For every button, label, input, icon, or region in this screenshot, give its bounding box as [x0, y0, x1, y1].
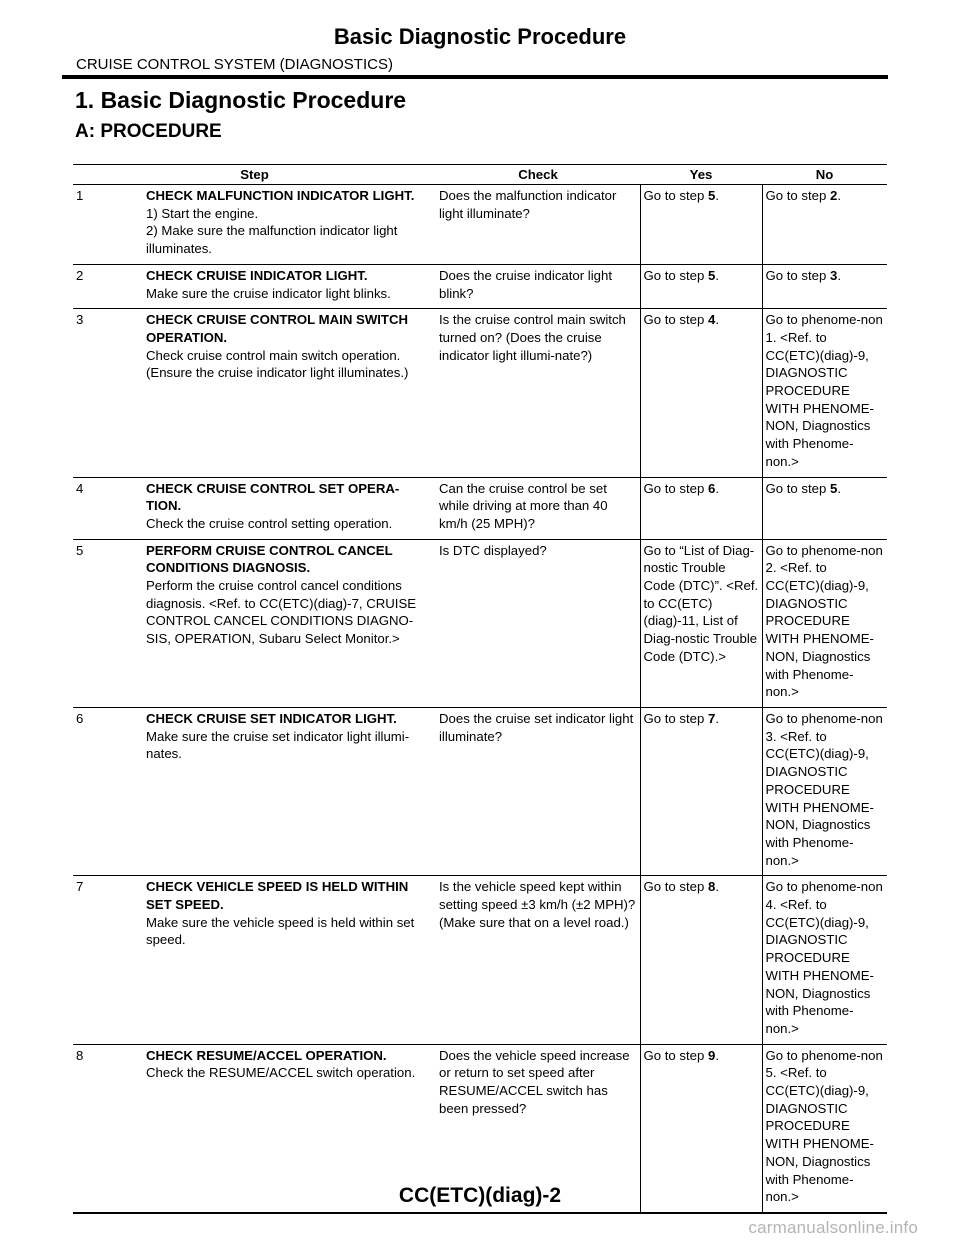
no-cell [762, 707, 887, 875]
no-cell [762, 264, 887, 308]
step-cell [73, 876, 436, 1044]
step-description: Make sure the cruise indicator light blinks. [146, 285, 391, 301]
yes-suffix: . [715, 267, 720, 283]
yes-suffix: . [715, 879, 720, 895]
yes-text: Go to step [643, 267, 709, 283]
no-text: Go to phenome-non 2. <Ref. to CC(ETC)(diag)-9, DIAGNOSTIC PROCEDURE WITH PHENOME-NON, Diagnostics with Phenome-non.> [765, 542, 883, 700]
yes-cell [640, 477, 762, 539]
no-step-ref: 3 [830, 267, 838, 283]
no-text: Go to phenome-non 3. <Ref. to CC(ETC)(diag)-9, DIAGNOSTIC PROCEDURE WITH PHENOME-NON, Diagnostics with Phenome-non.> [765, 710, 883, 868]
step-cell [73, 707, 436, 875]
header-no: No [762, 165, 887, 185]
header-yes: Yes [640, 165, 762, 185]
step-content [146, 311, 433, 382]
step-title: CHECK CRUISE CONTROL SET OPERA-TION. [146, 480, 400, 514]
procedure-table [73, 164, 887, 1214]
step-content [146, 542, 433, 648]
step-description: Perform the cruise control cancel conditions diagnosis. <Ref. to CC(ETC)(diag)-7, CRUISE CONTROL CANCEL CONDITIONS DIAGNO-SIS, OPERATION, Subaru Select Monitor.> [146, 578, 417, 647]
step-number: 7 [76, 879, 84, 895]
page-footer-id: CC(ETC)(diag)-2 [398, 1184, 562, 1207]
step-content [146, 187, 433, 258]
no-suffix: . [837, 480, 842, 496]
yes-step-ref: 6 [708, 480, 716, 496]
step-description: Check the cruise control setting operation. [146, 515, 393, 531]
step-content [146, 267, 433, 302]
yes-cell [640, 707, 762, 875]
step-number: 1 [76, 188, 84, 203]
step-number: 8 [76, 1047, 84, 1063]
step-description: Check the RESUME/ACCEL switch operation. [146, 1065, 416, 1081]
step-title: CHECK VEHICLE SPEED IS HELD WITHIN SET SPEED. [146, 879, 409, 913]
yes-suffix: . [715, 710, 720, 726]
step-number: 6 [76, 710, 84, 726]
step-cell [73, 477, 436, 539]
step-title: CHECK CRUISE SET INDICATOR LIGHT. [146, 710, 397, 726]
check-cell: Is DTC displayed? [436, 539, 640, 707]
yes-suffix: . [715, 480, 720, 496]
step-number: 3 [76, 312, 84, 328]
step-content [146, 710, 433, 763]
step-content [146, 878, 433, 949]
check-cell: Can the cruise control be set while driving at more than 40 km/h (25 MPH)? [436, 477, 640, 539]
no-text: Go to phenome-non 1. <Ref. to CC(ETC)(diag)-9, DIAGNOSTIC PROCEDURE WITH PHENOME-NON, Diagnostics with Phenome-non.> [765, 312, 883, 469]
step-cell [73, 539, 436, 707]
step-description: Make sure the cruise set indicator light illumi-nates. [146, 728, 410, 762]
check-cell: Does the vehicle speed increase or return to set speed after RESUME/ACCEL switch has been pressed? [436, 1044, 640, 1213]
table-row [73, 264, 887, 308]
check-cell: Is the cruise control main switch turned on? (Does the cruise indicator light illumi-nate?) [436, 309, 640, 477]
table-header-row [73, 165, 887, 185]
yes-text: Go to step [643, 480, 709, 496]
page-header-title: Basic Diagnostic Procedure [333, 24, 627, 49]
no-suffix: . [837, 188, 842, 203]
yes-suffix: . [715, 1047, 720, 1063]
yes-text: Go to step [643, 879, 709, 895]
no-text: Go to phenome-non 4. <Ref. to CC(ETC)(diag)-9, DIAGNOSTIC PROCEDURE WITH PHENOME-NON, Diagnostics with Phenome-non.> [765, 879, 883, 1036]
yes-text: Go to step [643, 710, 709, 726]
page-header-subtitle: CRUISE CONTROL SYSTEM (DIAGNOSTICS) [76, 56, 393, 73]
no-cell [762, 477, 887, 539]
yes-cell [640, 309, 762, 477]
step-cell [73, 185, 436, 265]
yes-text: Go to step [643, 1047, 709, 1063]
step-description: Check cruise control main switch operation. (Ensure the cruise indicator light illuminates.) [146, 347, 409, 381]
table-row [73, 477, 887, 539]
step-description: Make sure the vehicle speed is held within set speed. [146, 914, 415, 948]
no-text: Go to phenome-non 5. <Ref. to CC(ETC)(diag)-9, DIAGNOSTIC PROCEDURE WITH PHENOME-NON, Diagnostics with Phenome-non.> [765, 1047, 883, 1205]
section-title: 1. Basic Diagnostic Procedure [75, 87, 407, 113]
yes-cell [640, 185, 762, 265]
header-rule [62, 75, 888, 79]
no-text: Go to step [765, 267, 831, 283]
no-suffix: . [837, 267, 842, 283]
check-cell: Is the vehicle speed kept within setting speed ±3 km/h (±2 MPH)? (Make sure that on a level road.) [436, 876, 640, 1044]
table-body [73, 185, 887, 1213]
yes-suffix: . [715, 312, 720, 328]
table-row [73, 876, 887, 1044]
yes-step-ref: 7 [708, 710, 716, 726]
table-row [73, 707, 887, 875]
check-cell: Does the cruise set indicator light illuminate? [436, 707, 640, 875]
step-number: 5 [76, 542, 84, 558]
step-number: 2 [76, 267, 84, 283]
no-cell [762, 539, 887, 707]
step-title: CHECK RESUME/ACCEL OPERATION. [146, 1047, 387, 1063]
yes-suffix: . [715, 188, 720, 203]
no-cell [762, 309, 887, 477]
step-title: CHECK CRUISE INDICATOR LIGHT. [146, 267, 368, 283]
check-cell: Does the cruise indicator light blink? [436, 264, 640, 308]
yes-text: Go to “List of Diag-nostic Trouble Code (DTC)”. <Ref. to CC(ETC)(diag)-11, List of Diag-nostic Trouble Code (DTC).> [643, 542, 759, 664]
step-title: CHECK MALFUNCTION INDICATOR LIGHT. [146, 188, 415, 203]
step-content [146, 480, 433, 533]
yes-step-ref: 5 [708, 267, 716, 283]
yes-cell [640, 539, 762, 707]
table-row [73, 539, 887, 707]
header-step: Step [73, 165, 436, 185]
step-cell [73, 309, 436, 477]
yes-cell [640, 264, 762, 308]
table-row [73, 185, 887, 265]
step-description: 1) Start the engine. 2) Make sure the malfunction indicator light illuminates. [146, 205, 398, 257]
check-cell: Does the malfunction indicator light illuminate? [436, 185, 640, 265]
yes-text: Go to step [643, 188, 709, 203]
no-cell [762, 185, 887, 265]
step-content [146, 1047, 433, 1082]
no-cell [762, 876, 887, 1044]
yes-step-ref: 4 [708, 312, 716, 328]
no-text: Go to step [765, 188, 831, 203]
header-check: Check [436, 165, 640, 185]
section-subtitle: A: PROCEDURE [75, 121, 222, 142]
watermark: carmanualsonline.info [748, 1218, 918, 1237]
step-number: 4 [76, 480, 84, 496]
yes-text: Go to step [643, 312, 709, 328]
no-step-ref: 5 [830, 480, 838, 496]
step-title: PERFORM CRUISE CONTROL CANCEL CONDITIONS DIAGNOSIS. [146, 542, 393, 576]
step-cell [73, 264, 436, 308]
no-step-ref: 2 [830, 188, 838, 203]
table-row [73, 309, 887, 477]
step-title: CHECK CRUISE CONTROL MAIN SWITCH OPERATION. [146, 312, 409, 345]
yes-cell [640, 876, 762, 1044]
yes-step-ref: 5 [708, 188, 716, 203]
no-text: Go to step [765, 480, 831, 496]
yes-step-ref: 8 [708, 879, 716, 895]
yes-step-ref: 9 [708, 1047, 716, 1063]
